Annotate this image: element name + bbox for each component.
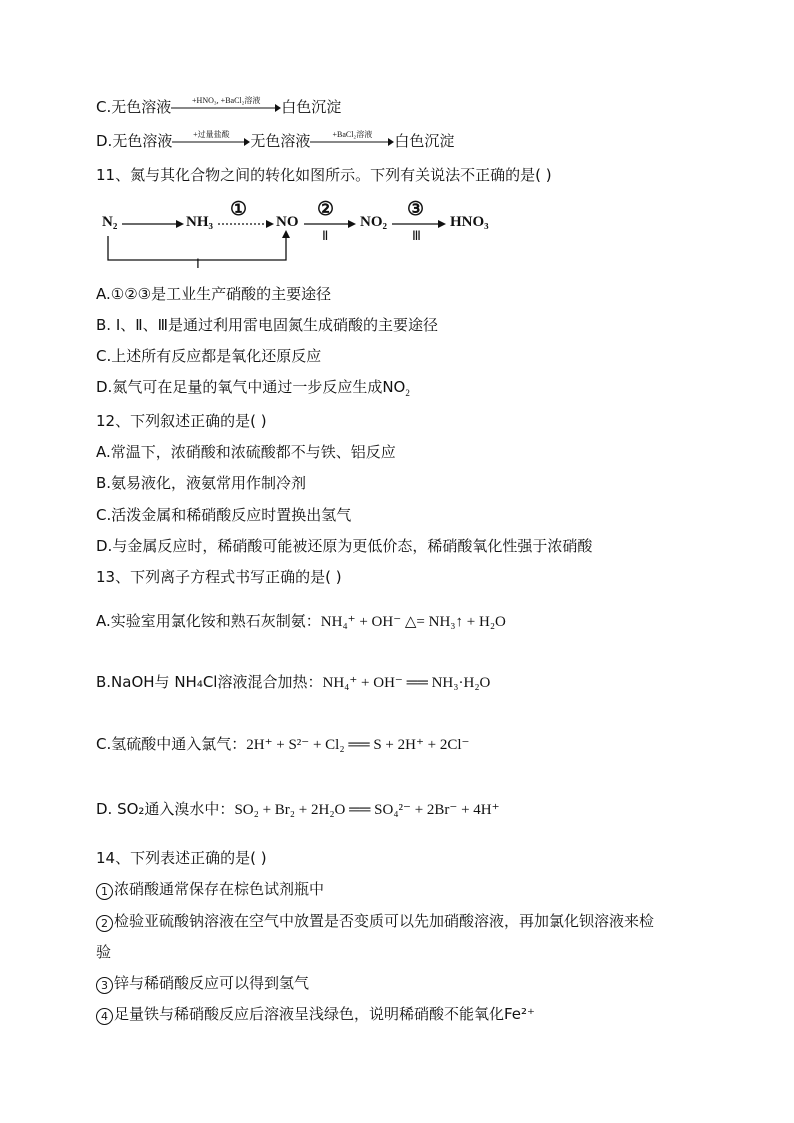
diagram-arrows [96,200,516,272]
nitrogen-conversion-diagram [96,200,516,272]
q13-option-b [96,672,490,693]
q13-option-b-equation: NH₄⁺ + OH⁻ ══ NH₃·H₂O [322,675,491,691]
q13-option-d-equation: SO₂ + Br₂ + 2H₂O ══ SO₄²⁻ + 2Br⁻ + 4H⁺ [234,802,500,818]
reaction-arrow [171,95,281,113]
q12-option-b: B.氨易液化，液氨常用作制冷剂 [96,474,307,492]
q14-item-3 [96,973,309,994]
item-number-circle: 1 [96,883,113,900]
q11-option-d-text: D.氮气可在足量的氧气中通过一步反应生成NO [96,378,406,396]
question-14-stem: 14、下列表述正确的是( ) [96,849,267,867]
q13-option-d-label: D. SO₂通入溴水中： [96,800,235,818]
q14-item-2-continuation: 验 [96,943,112,961]
option-c-prefix: C.无色溶液 [96,98,172,116]
species-no2: NO₂ [360,214,387,230]
q14-item-text: 检验亚硫酸钠溶液在空气中放置是否变质可以先加硝酸溶液，再加氯化钡溶液来检 [114,912,655,930]
q14-item-1 [96,879,324,900]
q11-option-b: B. Ⅰ、Ⅱ、Ⅲ是通过利用雷电固氮生成硝酸的主要途径 [96,316,438,334]
q12-option-d: D.与金属反应时，稀硝酸可能被还原为更低价态，稀硝酸氧化性强于浓硝酸 [96,537,593,555]
species-hno3: HNO₃ [450,214,489,230]
item-number-circle: 4 [96,1008,113,1025]
q13-option-c-equation: 2H⁺ + S²⁻ + Cl₂ ══ S + 2H⁺ + 2Cl⁻ [246,737,470,753]
option-d-prefix: D.无色溶液 [96,132,173,150]
item-number-circle: 3 [96,977,113,994]
q14-item-4 [96,1004,535,1025]
q14-item-text: 锌与稀硝酸反应可以得到氢气 [114,974,310,992]
q12-option-a: A.常温下，浓硝酸和浓硫酸都不与铁、铝反应 [96,443,396,461]
q11-option-c: C.上述所有反应都是氧化还原反应 [96,347,322,365]
q14-item-text: 浓硝酸通常保存在棕色试剂瓶中 [114,880,325,898]
question-11-stem: 11、氮与其化合物之间的转化如图所示。下列有关说法不正确的是( ) [96,166,552,184]
step-3-label: ③ [407,199,425,220]
q11-option-a: A.①②③是工业生产硝酸的主要途径 [96,285,332,303]
item-number-circle: 2 [96,915,113,932]
q13-option-c-label: C.氢硫酸中通入氯气： [96,735,247,753]
species-no: NO [276,214,299,230]
reagent-label: +HNO₃, +BaCl₂溶液 [192,95,261,105]
option-c-result: 白色沉淀 [281,98,342,116]
q13-option-a-label: A.实验室用氯化铵和熟石灰制氨： [96,612,321,630]
step-2-label: ② [317,199,335,220]
species-n2: N₂ [102,214,118,230]
option-c-line [96,97,341,117]
step-1-label: ① [230,199,248,220]
reaction-arrow [172,129,250,147]
reagent-label: +过量盐酸 [193,129,230,139]
option-d-result: 白色沉淀 [394,132,455,150]
q13-option-d [96,799,500,820]
question-13-stem: 13、下列离子方程式书写正确的是( ) [96,568,342,586]
q11-option-d-subscript: 2 [405,388,410,398]
q14-item-text: 足量铁与稀硝酸反应后溶液呈浅绿色，说明稀硝酸不能氧化Fe²⁺ [114,1005,535,1023]
reagent-label: +BaCl₂溶液 [332,129,373,139]
option-d-mid: 无色溶液 [250,132,311,150]
q13-option-c [96,734,469,755]
path-iii-label: Ⅲ [412,228,421,243]
q11-option-d [96,377,410,403]
q13-option-a [96,611,506,632]
option-d-line [96,131,454,151]
species-nh3: NH₃ [186,214,213,230]
q12-option-c: C.活泼金属和稀硝酸反应时置换出氢气 [96,506,352,524]
path-i-label: Ⅰ [196,256,200,271]
q13-option-a-equation: NH₄⁺ + OH⁻ △= NH₃↑ + H₂O [320,614,506,630]
path-ii-label: Ⅱ [322,228,329,243]
question-12-stem: 12、下列叙述正确的是( ) [96,412,267,430]
reaction-arrow [310,129,394,147]
q13-option-b-label: B.NaOH与 NH₄Cl溶液混合加热： [96,673,323,691]
q14-item-2 [96,911,654,932]
